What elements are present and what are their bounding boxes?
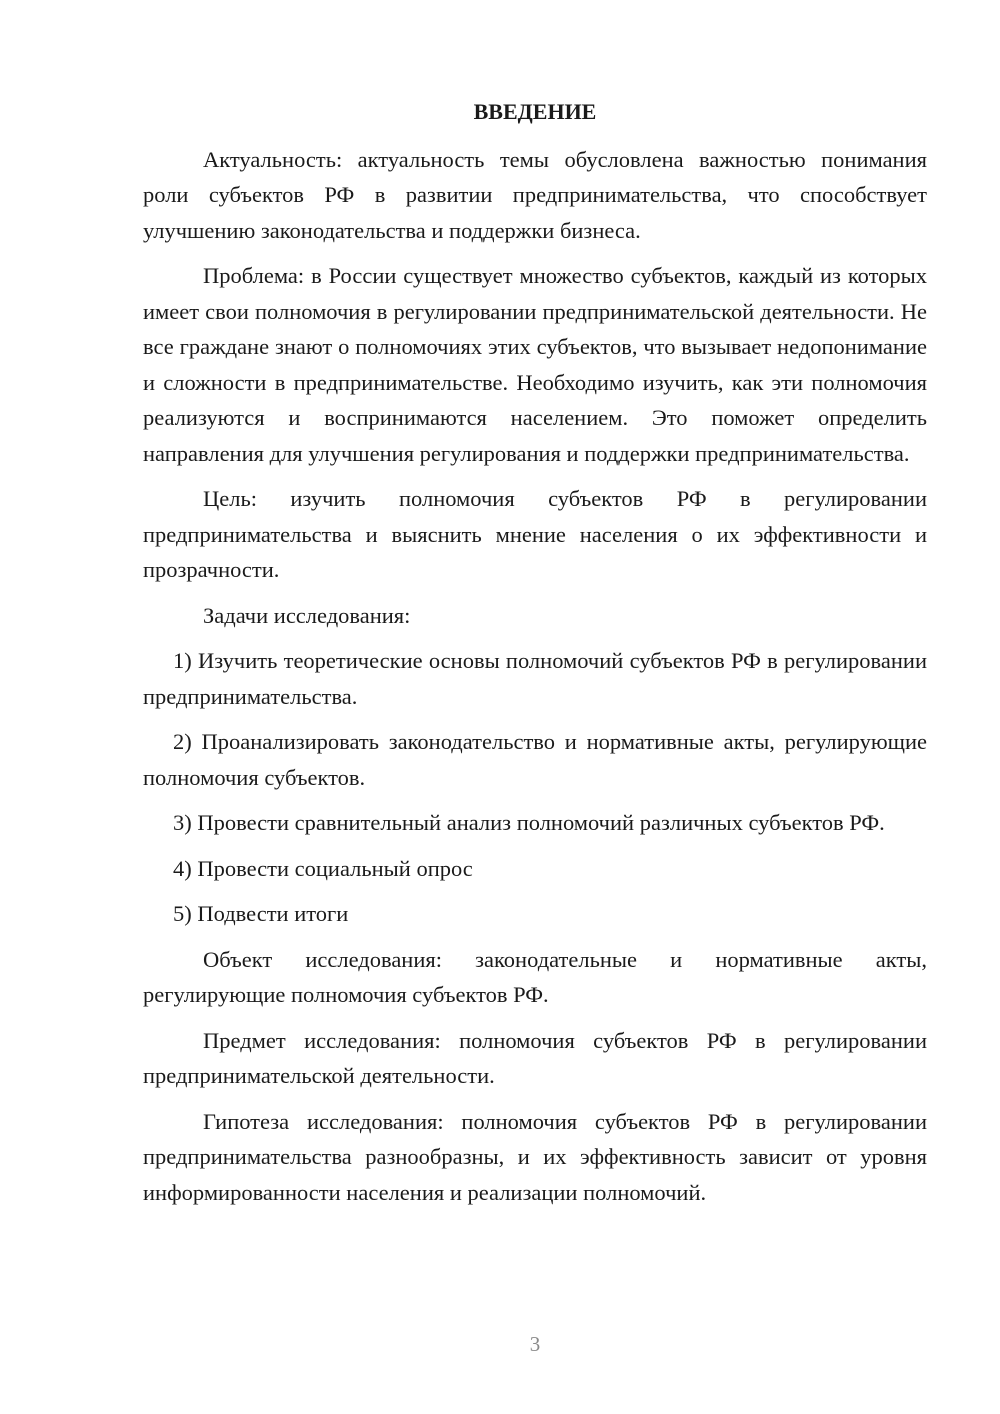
relevance-paragraph: Актуальность: актуальность темы обусловлена важностью понимания роли субъектов РФ в развитии предпринимательства, что способствует улучшению законодательства и поддержки бизнеса. (143, 146, 927, 243)
goal-paragraph: Цель: изучить полномочия субъектов РФ в регулировании предпринимательства и выяснить мнение населения о их эффективности и прозрачности. (143, 486, 927, 582)
task-item-5: 5) Подвести итоги (173, 901, 349, 926)
page-number: 3 (529, 1332, 541, 1356)
tasks-heading: Задачи исследования: (203, 602, 411, 628)
problem-paragraph: Проблема: в России существует множество субъектов, каждый из которых имеет свои полномочия в регулировании предпринимательской деятельности. Не все граждане знают о полномочиях этих субъектов, что вызывает недопонимание и сложности в предпринимательстве. Необходимо изучить, как эти полномочия реализуются и воспринимаются населением. Это поможет определить направления для улучшения регулирования и поддержки предпринимательства. (143, 263, 927, 466)
page-body (143, 94, 927, 1220)
section-title: ВВЕДЕНИЕ (473, 99, 597, 124)
hypothesis-paragraph: Гипотеза исследования: полномочия субъектов РФ в регулировании предпринимательства разнообразны, и их эффективность зависит от уровня информированности населения и реализации полномочий. (143, 1108, 927, 1205)
task-item-4: 4) Провести социальный опрос (173, 855, 473, 881)
subject-paragraph: Предмет исследования: полномочия субъектов РФ в регулировании предпринимательской деятельности. (143, 1027, 927, 1088)
object-paragraph: Объект исследования: законодательные и нормативные акты, регулирующие полномочия субъектов РФ. (143, 946, 927, 1007)
task-item-1: 1) Изучить теоретические основы полномочий субъектов РФ в регулировании предпринимательства. (143, 648, 927, 709)
task-item-3: 3) Провести сравнительный анализ полномочий различных субъектов РФ. (173, 810, 885, 835)
task-item-2: 2) Проанализировать законодательство и нормативные акты, регулирующие полномочия субъектов. (143, 729, 927, 790)
